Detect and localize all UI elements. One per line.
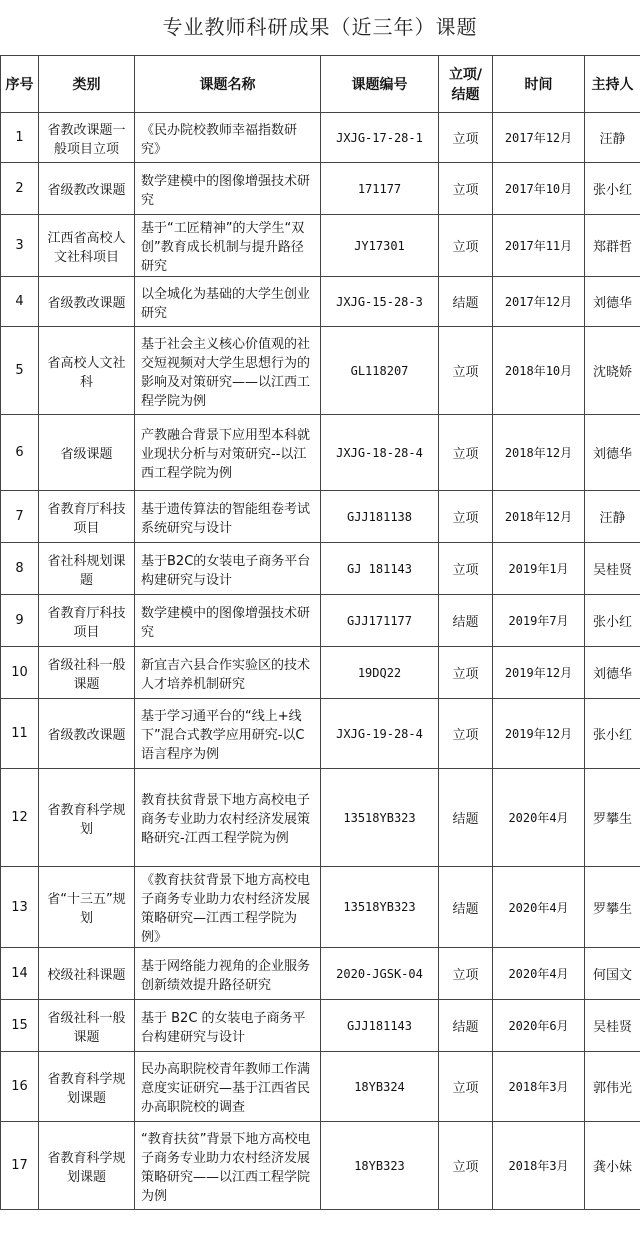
cell-name: “教育扶贫”背景下地方高校电子商务专业助力农村经济发展策略研究——以江西工程学院为例 [135, 1122, 321, 1210]
cell-status: 立项 [439, 327, 493, 415]
cell-index: 9 [1, 595, 39, 647]
table-row [1, 1000, 640, 1052]
cell-status: 立项 [439, 113, 493, 163]
cell-host: 汪静 [585, 491, 640, 543]
cell-category: 省教育科学规划 [39, 769, 135, 867]
cell-name: 基于社会主义核心价值观的社交短视频对大学生思想行为的影响及对策研究——以江西工程学院为例 [135, 327, 321, 415]
cell-status: 立项 [439, 647, 493, 699]
cell-time: 2018年3月 [493, 1052, 585, 1122]
cell-status: 立项 [439, 415, 493, 491]
cell-category: 省教改课题一般项目立项 [39, 113, 135, 163]
cell-status: 结题 [439, 867, 493, 948]
table-row [1, 277, 640, 327]
table-row [1, 113, 640, 163]
cell-code: 18YB324 [321, 1052, 439, 1122]
table-row [1, 327, 640, 415]
table-row [1, 491, 640, 543]
page-title: 专业教师科研成果（近三年）课题 [162, 15, 478, 39]
table-row [1, 699, 640, 769]
cell-time: 2019年7月 [493, 595, 585, 647]
cell-host: 吴桂贤 [585, 1000, 640, 1052]
table-row [1, 948, 640, 1000]
cell-category: 省级课题 [39, 415, 135, 491]
cell-category: 省教育科学规划课题 [39, 1052, 135, 1122]
research-table [0, 55, 640, 1210]
table-row [1, 1122, 640, 1210]
cell-status: 结题 [439, 595, 493, 647]
cell-code: 18YB323 [321, 1122, 439, 1210]
cell-time: 2017年10月 [493, 163, 585, 215]
cell-time: 2020年4月 [493, 769, 585, 867]
cell-host: 汪静 [585, 113, 640, 163]
cell-name: 基于B2C的女装电子商务平台构建研究与设计 [135, 543, 321, 595]
cell-name: 新宜吉六县合作实验区的技术人才培养机制研究 [135, 647, 321, 699]
cell-status: 结题 [439, 769, 493, 867]
cell-name: 基于学习通平台的“线上+线下”混合式教学应用研究-以C语言程序为例 [135, 699, 321, 769]
cell-time: 2018年12月 [493, 415, 585, 491]
cell-name: 基于“工匠精神”的大学生“双创”教育成长机制与提升路径研究 [135, 215, 321, 277]
table-row [1, 1052, 640, 1122]
cell-category: 省教育厅科技项目 [39, 491, 135, 543]
cell-code: JXJG-19-28-4 [321, 699, 439, 769]
cell-host: 张小红 [585, 699, 640, 769]
cell-host: 罗攀生 [585, 867, 640, 948]
cell-name: 基于 B2C 的女装电子商务平台构建研究与设计 [135, 1000, 321, 1052]
cell-index: 7 [1, 491, 39, 543]
header-index: 序号 [1, 56, 39, 113]
cell-index: 2 [1, 163, 39, 215]
cell-index: 4 [1, 277, 39, 327]
cell-category: 省级社科一般课题 [39, 647, 135, 699]
cell-index: 1 [1, 113, 39, 163]
cell-status: 结题 [439, 277, 493, 327]
cell-code: GL118207 [321, 327, 439, 415]
cell-host: 张小红 [585, 595, 640, 647]
cell-index: 3 [1, 215, 39, 277]
header-host: 主持人 [585, 56, 640, 113]
cell-time: 2019年12月 [493, 699, 585, 769]
header-name: 课题名称 [135, 56, 321, 113]
cell-code: JY17301 [321, 215, 439, 277]
cell-name: 以全城化为基础的大学生创业研究 [135, 277, 321, 327]
cell-category: 省教育厅科技项目 [39, 595, 135, 647]
cell-time: 2018年10月 [493, 327, 585, 415]
cell-category: 省级教改课题 [39, 163, 135, 215]
cell-index: 12 [1, 769, 39, 867]
cell-time: 2017年11月 [493, 215, 585, 277]
cell-name: 《教育扶贫背景下地方高校电子商务专业助力农村经济发展策略研究—江西工程学院为例》 [135, 867, 321, 948]
table-row [1, 163, 640, 215]
cell-code: 13518YB323 [321, 769, 439, 867]
cell-category: 省级教改课题 [39, 277, 135, 327]
cell-host: 刘德华 [585, 415, 640, 491]
cell-code: GJJ181138 [321, 491, 439, 543]
cell-time: 2017年12月 [493, 113, 585, 163]
cell-category: 校级社科课题 [39, 948, 135, 1000]
cell-host: 罗攀生 [585, 769, 640, 867]
cell-code: 19DQ22 [321, 647, 439, 699]
cell-time: 2019年12月 [493, 647, 585, 699]
cell-code: 13518YB323 [321, 867, 439, 948]
cell-time: 2019年1月 [493, 543, 585, 595]
cell-name: 《民办院校教师幸福指数研究》 [135, 113, 321, 163]
table-row [1, 595, 640, 647]
cell-name: 产教融合背景下应用型本科就业现状分析与对策研究--以江西工程学院为例 [135, 415, 321, 491]
cell-host: 刘德华 [585, 277, 640, 327]
cell-host: 张小红 [585, 163, 640, 215]
cell-name: 数学建模中的图像增强技术研究 [135, 163, 321, 215]
table-row [1, 415, 640, 491]
cell-index: 5 [1, 327, 39, 415]
table-row [1, 769, 640, 867]
header-status: 立项/结题 [439, 56, 493, 113]
cell-host: 沈晓娇 [585, 327, 640, 415]
cell-index: 6 [1, 415, 39, 491]
cell-name: 数学建模中的图像增强技术研究 [135, 595, 321, 647]
cell-index: 11 [1, 699, 39, 769]
cell-host: 何国文 [585, 948, 640, 1000]
cell-status: 立项 [439, 1052, 493, 1122]
cell-host: 龚小妹 [585, 1122, 640, 1210]
cell-index: 16 [1, 1052, 39, 1122]
cell-name: 基于网络能力视角的企业服务创新绩效提升路径研究 [135, 948, 321, 1000]
cell-name: 教育扶贫背景下地方高校电子商务专业助力农村经济发展策略研究-江西工程学院为例 [135, 769, 321, 867]
cell-status: 立项 [439, 948, 493, 1000]
cell-name: 基于遗传算法的智能组卷考试系统研究与设计 [135, 491, 321, 543]
cell-name: 民办高职院校青年教师工作满意度实证研究—基于江西省民办高职院校的调查 [135, 1052, 321, 1122]
cell-status: 立项 [439, 163, 493, 215]
header-category: 类别 [39, 56, 135, 113]
cell-status: 立项 [439, 491, 493, 543]
cell-host: 郑群哲 [585, 215, 640, 277]
table-row [1, 543, 640, 595]
cell-time: 2018年3月 [493, 1122, 585, 1210]
cell-category: 省高校人文社科 [39, 327, 135, 415]
cell-category: 江西省高校人文社科项目 [39, 215, 135, 277]
cell-code: JXJG-17-28-1 [321, 113, 439, 163]
cell-code: GJ 181143 [321, 543, 439, 595]
cell-code: 2020-JGSK-04 [321, 948, 439, 1000]
cell-code: JXJG-18-28-4 [321, 415, 439, 491]
cell-code: 171177 [321, 163, 439, 215]
table-row [1, 647, 640, 699]
cell-time: 2018年12月 [493, 491, 585, 543]
cell-host: 刘德华 [585, 647, 640, 699]
cell-code: GJJ171177 [321, 595, 439, 647]
cell-time: 2017年12月 [493, 277, 585, 327]
cell-time: 2020年4月 [493, 948, 585, 1000]
header-code: 课题编号 [321, 56, 439, 113]
cell-category: 省“十三五”规划 [39, 867, 135, 948]
cell-index: 17 [1, 1122, 39, 1210]
cell-index: 14 [1, 948, 39, 1000]
cell-category: 省级教改课题 [39, 699, 135, 769]
cell-category: 省级社科一般课题 [39, 1000, 135, 1052]
cell-category: 省社科规划课题 [39, 543, 135, 595]
cell-index: 10 [1, 647, 39, 699]
cell-status: 立项 [439, 543, 493, 595]
cell-status: 结题 [439, 1000, 493, 1052]
cell-category: 省教育科学规划课题 [39, 1122, 135, 1210]
cell-code: JXJG-15-28-3 [321, 277, 439, 327]
cell-index: 15 [1, 1000, 39, 1052]
cell-host: 郭伟光 [585, 1052, 640, 1122]
cell-time: 2020年6月 [493, 1000, 585, 1052]
table-row [1, 215, 640, 277]
cell-index: 13 [1, 867, 39, 948]
cell-host: 吴桂贤 [585, 543, 640, 595]
cell-status: 立项 [439, 699, 493, 769]
cell-status: 立项 [439, 1122, 493, 1210]
cell-time: 2020年4月 [493, 867, 585, 948]
cell-status: 立项 [439, 215, 493, 277]
cell-code: GJJ181143 [321, 1000, 439, 1052]
header-time: 时间 [493, 56, 585, 113]
header-row [1, 56, 640, 113]
cell-index: 8 [1, 543, 39, 595]
table-row [1, 867, 640, 948]
